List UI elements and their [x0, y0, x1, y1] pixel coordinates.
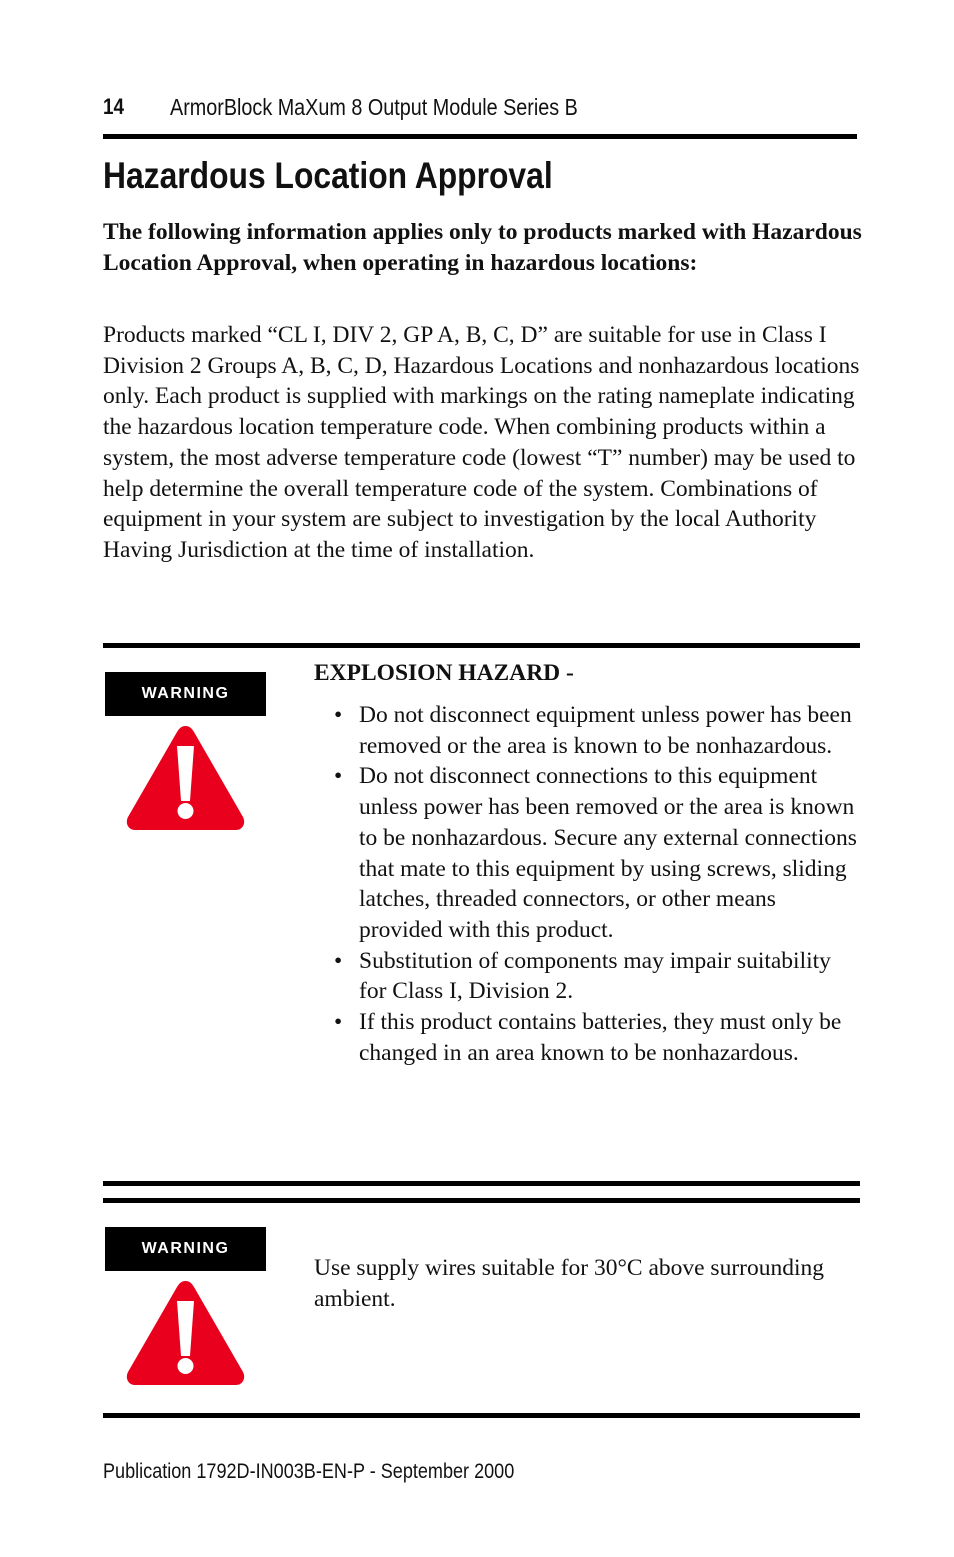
warning1-bottom-rule — [103, 1181, 860, 1186]
running-title: ArmorBlock MaXum 8 Output Module Series B — [170, 94, 578, 120]
section-title: Hazardous Location Approval — [103, 155, 553, 196]
list-item-text: Do not disconnect connections to this equipment unless power has been removed or the area is known to be nonhazardous. Secure any external connections that mate to this equipment by using screws, sliding latches, threaded connectors, or other means provided with this product. — [359, 763, 857, 943]
supply-wire-warning-text: Use supply wires suitable for 30°C above surrounding ambient. — [314, 1255, 825, 1312]
warning2-top-rule — [103, 1198, 860, 1203]
header-rule — [103, 134, 857, 139]
list-item — [314, 946, 859, 1007]
warning2-bottom-rule — [103, 1413, 860, 1418]
list-item-text: If this product contains batteries, they must only be changed in an area known to be nonhazardous. — [359, 1009, 842, 1066]
body-paragraph: Products marked “CL I, DIV 2, GP A, B, C, D” are suitable for use in Class I Division 2 Groups A, B, C, D, Hazardous Locations and nonhazardous locations only. Each product is supplied with markings on the rating nameplate indicating the hazardous location temperature code. When combining products within a system, the most adverse temperature code (lowest “T” number) may be used to help determine the overall temperature code of the system. Combinations of equipment in your system are subject to investigation by the local Authority Having Jurisdiction at the time of installation. — [103, 322, 860, 563]
list-item-text: Substitution of components may impair suitability for Class I, Division 2. — [359, 947, 831, 1005]
warning2-label: WARNING — [105, 1227, 266, 1271]
warning-triangle-icon — [124, 722, 247, 832]
warning-triangle-icon — [124, 1277, 247, 1387]
bullet-dot: • — [334, 1009, 343, 1036]
list-item-text: Do not disconnect equipment unless power has been removed or the area is known to be nonhazardous. — [359, 702, 852, 759]
warning1-label: WARNING — [105, 672, 266, 716]
bullet-dot: • — [334, 947, 343, 974]
hazard-bullet-list — [314, 700, 859, 1068]
warning1-top-rule — [103, 643, 860, 648]
page-number: 14 — [103, 94, 125, 119]
list-item — [314, 700, 859, 761]
bullet-dot: • — [334, 763, 343, 790]
hazard-heading: EXPLOSION HAZARD - — [314, 660, 574, 686]
bullet-dot: • — [334, 702, 343, 728]
list-item — [314, 761, 859, 945]
publication-footer: Publication 1792D-IN003B-EN-P - September 2000 — [103, 1460, 515, 1483]
intro-bold-text: The following information applies only to products marked with Hazardous Location Approval, when operating in hazardous locations: — [103, 219, 862, 276]
list-item — [314, 1007, 859, 1068]
